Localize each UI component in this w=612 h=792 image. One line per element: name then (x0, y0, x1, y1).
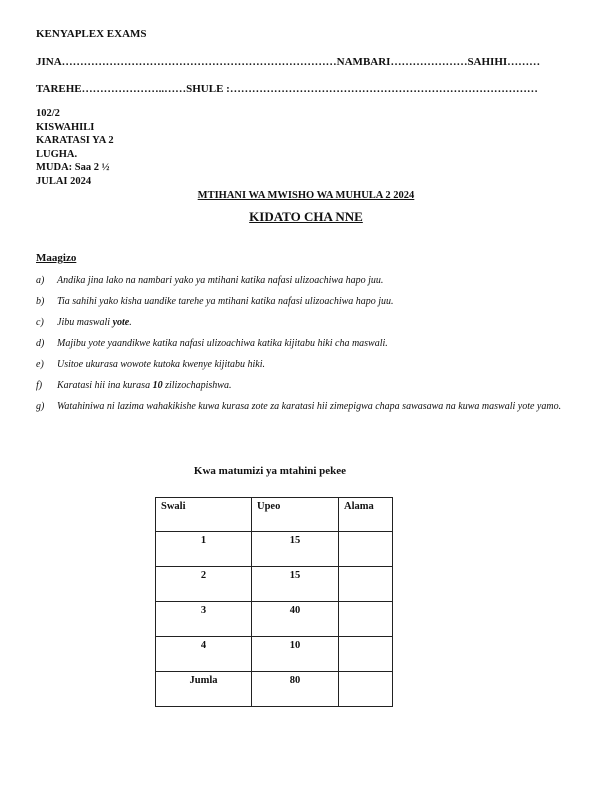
header-upeo: Upeo (252, 498, 339, 532)
cell-swali: 1 (156, 532, 252, 567)
instruction-label: c) (36, 317, 44, 328)
instruction-text-part: Jibu maswali (57, 317, 113, 328)
instruction-item (36, 398, 576, 416)
instruction-text: Majibu yote yaandikwe katika nafasi ulizoachiwa katika kijitabu hiki cha maswali. (57, 338, 388, 349)
cell-upeo: 10 (252, 637, 339, 672)
table-row (156, 637, 393, 672)
instruction-text: Usitoe ukurasa wowote kutoka kwenye kijitabu hiki. (57, 359, 266, 370)
paper-duration: MUDA: Saa 2 ½ (36, 162, 110, 173)
cell-upeo: 15 (252, 567, 339, 602)
cell-upeo: 40 (252, 602, 339, 637)
instruction-label: d) (36, 338, 45, 349)
exam-brand: KENYAPLEX EXAMS (36, 28, 147, 40)
instruction-item (36, 335, 576, 353)
instructions-heading: Maagizo (36, 252, 77, 264)
form-title: KIDATO CHA NNE (249, 209, 363, 224)
cell-upeo: 15 (252, 532, 339, 567)
exam-title: MTIHANI WA MWISHO WA MUHULA 2 2024 (197, 190, 415, 201)
instruction-text (57, 314, 576, 332)
instruction-text-part: . (129, 317, 132, 328)
instruction-item (36, 356, 576, 374)
instruction-label: b) (36, 296, 45, 307)
instruction-text: Tia sahihi yako kisha uandike tarehe ya mtihani katika nafasi ulizoachiwa hapo juu. (57, 296, 394, 307)
instruction-label: a) (36, 275, 45, 286)
marks-table-header-row (156, 498, 393, 532)
cell-upeo: 80 (252, 672, 339, 707)
paper-subject: KISWAHILI (36, 121, 95, 133)
marks-table-caption: Kwa matumizi ya mtahini pekee (193, 465, 347, 477)
paper-date: JULAI 2024 (36, 175, 92, 187)
date-school-line[interactable]: TAREHE…………………..……SHULE :………………………………………………………………………… (36, 83, 538, 95)
cell-alama[interactable] (339, 532, 393, 567)
cell-swali: 3 (156, 602, 252, 637)
instruction-text: Watahiniwa ni lazima wahakikishe kuwa kurasa zote za karatasi hii zimepigwa chapa sawasawa na kuwa maswali yote yamo. (57, 401, 562, 412)
table-row (156, 567, 393, 602)
header-alama: Alama (339, 498, 393, 532)
paper-section: LUGHA. (36, 148, 78, 160)
cell-swali: 4 (156, 637, 252, 672)
instruction-text-part: zilizochapishwa. (162, 380, 232, 391)
instruction-label: e) (36, 359, 44, 370)
cell-swali: 2 (156, 567, 252, 602)
cell-alama[interactable] (339, 637, 393, 672)
cell-alama[interactable] (339, 672, 393, 707)
paper-code: 102/2 (36, 108, 60, 119)
candidate-details-line[interactable]: JINA…………………………………………………………………NAMBARI…………………SAHIHI……… (36, 56, 541, 68)
marks-table (155, 497, 393, 707)
cell-alama[interactable] (339, 567, 393, 602)
table-row (156, 532, 393, 567)
cell-swali: Jumla (156, 672, 252, 707)
instruction-label: g) (36, 401, 45, 412)
instruction-text: Andika jina lako na nambari yako ya mtihani katika nafasi ulizoachiwa hapo juu. (57, 275, 384, 286)
instruction-emphasis: yote (112, 317, 130, 328)
instruction-text (57, 377, 576, 395)
paper-number: KARATASI YA 2 (36, 135, 114, 146)
instruction-item (36, 272, 576, 290)
paper-info-block (36, 107, 236, 188)
table-row-total (156, 672, 393, 707)
instruction-label: f) (36, 380, 43, 391)
header-swali: Swali (156, 498, 252, 532)
instruction-item (36, 314, 576, 332)
table-row (156, 602, 393, 637)
instruction-item (36, 293, 576, 311)
instruction-item (36, 377, 576, 395)
cell-alama[interactable] (339, 602, 393, 637)
instructions-list (36, 272, 576, 419)
instruction-text-part: Karatasi hii ina kurasa (57, 380, 153, 391)
instruction-emphasis: 10 (152, 380, 163, 391)
